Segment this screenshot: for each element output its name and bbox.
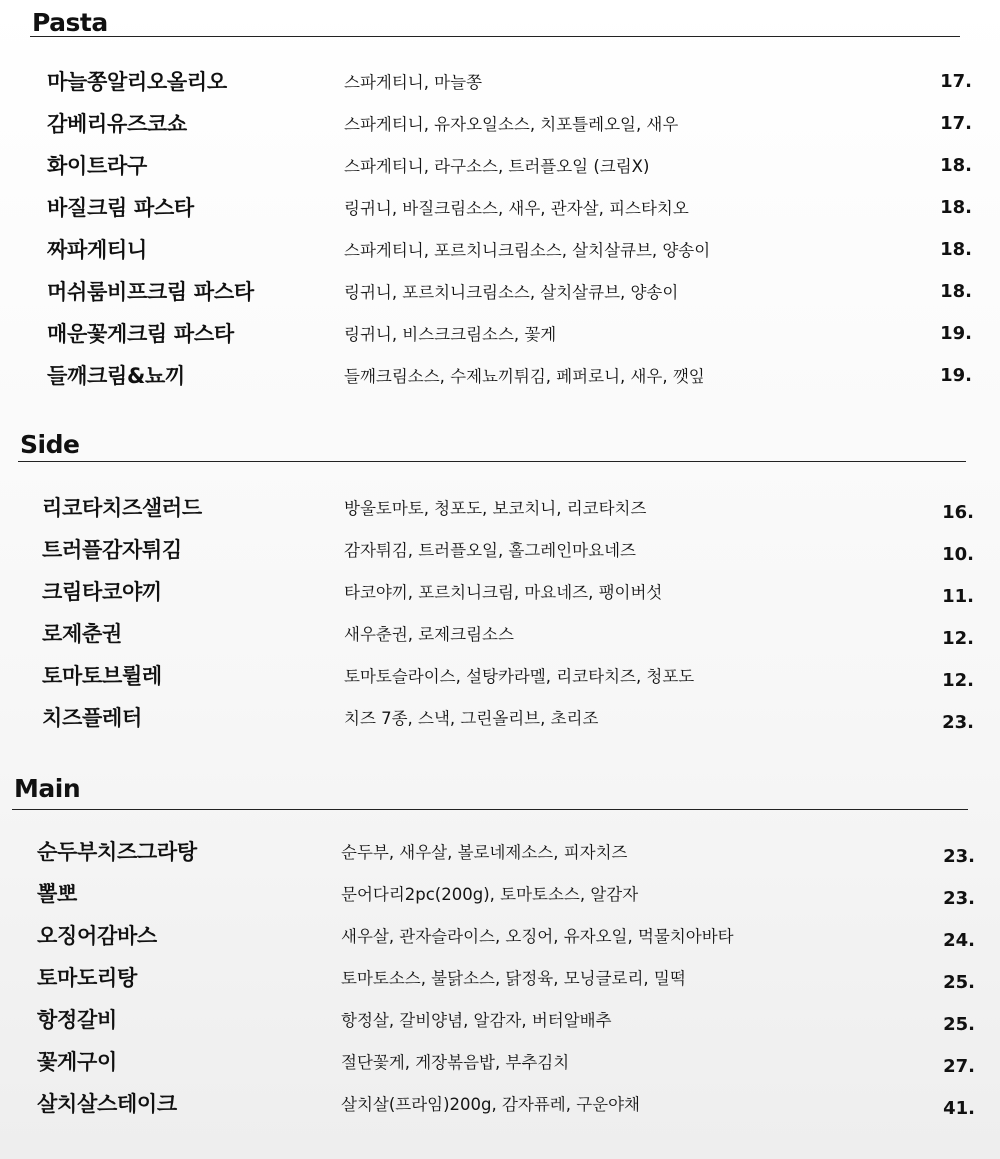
item-description: 스파게티니, 유자오일소스, 치포틀레오일, 새우 [344, 115, 679, 134]
item-price: 18. [940, 238, 972, 260]
item-price: 25. [943, 1014, 975, 1035]
menu-item [47, 66, 972, 96]
item-name: 마늘쫑알리오올리오 [47, 70, 227, 94]
item-name: 감베리유즈코쇼 [47, 112, 187, 136]
item-price: 11. [942, 586, 974, 607]
item-description: 링귀니, 포르치니크림소스, 살치살큐브, 양송이 [344, 283, 679, 302]
item-name: 머쉬룸비프크림 파스타 [47, 280, 254, 304]
menu-item [37, 1046, 975, 1076]
item-description: 순두부, 새우살, 볼로네제소스, 피자치즈 [341, 843, 628, 862]
item-name: 로제춘권 [42, 622, 122, 646]
item-description: 토마토슬라이스, 설탕카라멜, 리코타치즈, 청포도 [344, 667, 695, 686]
menu-item [37, 836, 975, 866]
item-name: 순두부치즈그라탕 [37, 840, 197, 864]
item-price: 18. [940, 154, 972, 176]
item-price: 23. [943, 888, 975, 909]
item-name: 화이트라구 [47, 154, 147, 178]
item-description: 스파게티니, 라구소스, 트러플오일 (크림X) [344, 157, 650, 176]
section-title-main: Main [14, 774, 81, 803]
menu-item [37, 1004, 975, 1034]
menu-item [37, 920, 975, 950]
item-price: 18. [940, 196, 972, 218]
item-name: 항정갈비 [37, 1008, 117, 1032]
item-name: 들깨크림&뇨끼 [47, 364, 185, 388]
item-price: 12. [942, 628, 974, 649]
item-name: 토마도리탕 [37, 966, 137, 990]
item-name: 크림타코야끼 [42, 580, 162, 604]
item-price: 19. [940, 364, 972, 386]
menu-item [47, 234, 972, 264]
menu-item [47, 360, 972, 390]
item-description: 타코야끼, 포르치니크림, 마요네즈, 팽이버섯 [344, 583, 663, 602]
item-name: 오징어감바스 [37, 924, 157, 948]
section-divider [18, 461, 966, 462]
section-divider [12, 809, 968, 810]
item-price: 10. [942, 544, 974, 565]
menu-item [47, 108, 972, 138]
item-name: 바질크림 파스타 [47, 196, 194, 220]
item-name: 트러플감자튀김 [42, 538, 182, 562]
item-description: 살치살(프라임)200g, 감자퓨레, 구운야채 [341, 1095, 640, 1114]
item-description: 링귀니, 바질크림소스, 새우, 관자살, 피스타치오 [344, 199, 689, 218]
item-description: 항정살, 갈비양념, 알감자, 버터알배추 [341, 1011, 612, 1030]
item-description: 들깨크림소스, 수제뇨끼튀김, 페퍼로니, 새우, 깻잎 [344, 367, 705, 386]
section-divider [30, 36, 960, 37]
item-description: 감자튀김, 트러플오일, 홀그레인마요네즈 [344, 541, 636, 560]
item-price: 25. [943, 972, 975, 993]
item-price: 17. [940, 112, 972, 134]
item-name: 뽈뽀 [37, 882, 77, 906]
menu-item [42, 702, 974, 732]
item-price: 19. [940, 322, 972, 344]
menu-item [37, 1088, 975, 1118]
section-title-side: Side [20, 430, 80, 459]
item-description: 토마토소스, 불닭소스, 닭정육, 모닝글로리, 밀떡 [341, 969, 686, 988]
item-price: 27. [943, 1056, 975, 1077]
item-description: 스파게티니, 포르치니크림소스, 살치살큐브, 양송이 [344, 241, 711, 260]
item-price: 23. [942, 712, 974, 733]
item-price: 23. [943, 846, 975, 867]
item-name: 리코타치즈샐러드 [42, 496, 202, 520]
section-title-pasta: Pasta [32, 8, 108, 37]
menu-item [42, 660, 974, 690]
item-description: 링귀니, 비스크크림소스, 꽃게 [344, 325, 557, 344]
item-description: 치즈 7종, 스낵, 그린올리브, 초리조 [344, 709, 599, 728]
menu-item [42, 576, 974, 606]
item-description: 새우춘권, 로제크림소스 [344, 625, 514, 644]
item-name: 토마토브륄레 [42, 664, 162, 688]
item-description: 절단꽃게, 게장볶음밥, 부추김치 [341, 1053, 570, 1072]
item-price: 17. [940, 70, 972, 92]
item-description: 방울토마토, 청포도, 보코치니, 리코타치즈 [344, 499, 647, 518]
menu-item [37, 878, 975, 908]
menu-item [47, 276, 972, 306]
item-price: 24. [943, 930, 975, 951]
item-description: 새우살, 관자슬라이스, 오징어, 유자오일, 먹물치아바타 [341, 927, 734, 946]
item-name: 치즈플레터 [42, 706, 142, 730]
item-description: 문어다리2pc(200g), 토마토소스, 알감자 [341, 885, 639, 904]
menu-item [37, 962, 975, 992]
item-price: 12. [942, 670, 974, 691]
menu-item [47, 192, 972, 222]
item-name: 꽃게구이 [37, 1050, 117, 1074]
item-price: 16. [942, 502, 974, 523]
menu-item [47, 150, 972, 180]
item-description: 스파게티니, 마늘쫑 [344, 73, 483, 92]
item-name: 짜파게티니 [47, 238, 147, 262]
menu-item [42, 618, 974, 648]
menu-item [42, 534, 974, 564]
item-price: 41. [943, 1098, 975, 1119]
menu-item [42, 492, 974, 522]
item-name: 살치살스테이크 [37, 1092, 177, 1116]
item-name: 매운꽃게크림 파스타 [47, 322, 234, 346]
menu-item [47, 318, 972, 348]
item-price: 18. [940, 280, 972, 302]
